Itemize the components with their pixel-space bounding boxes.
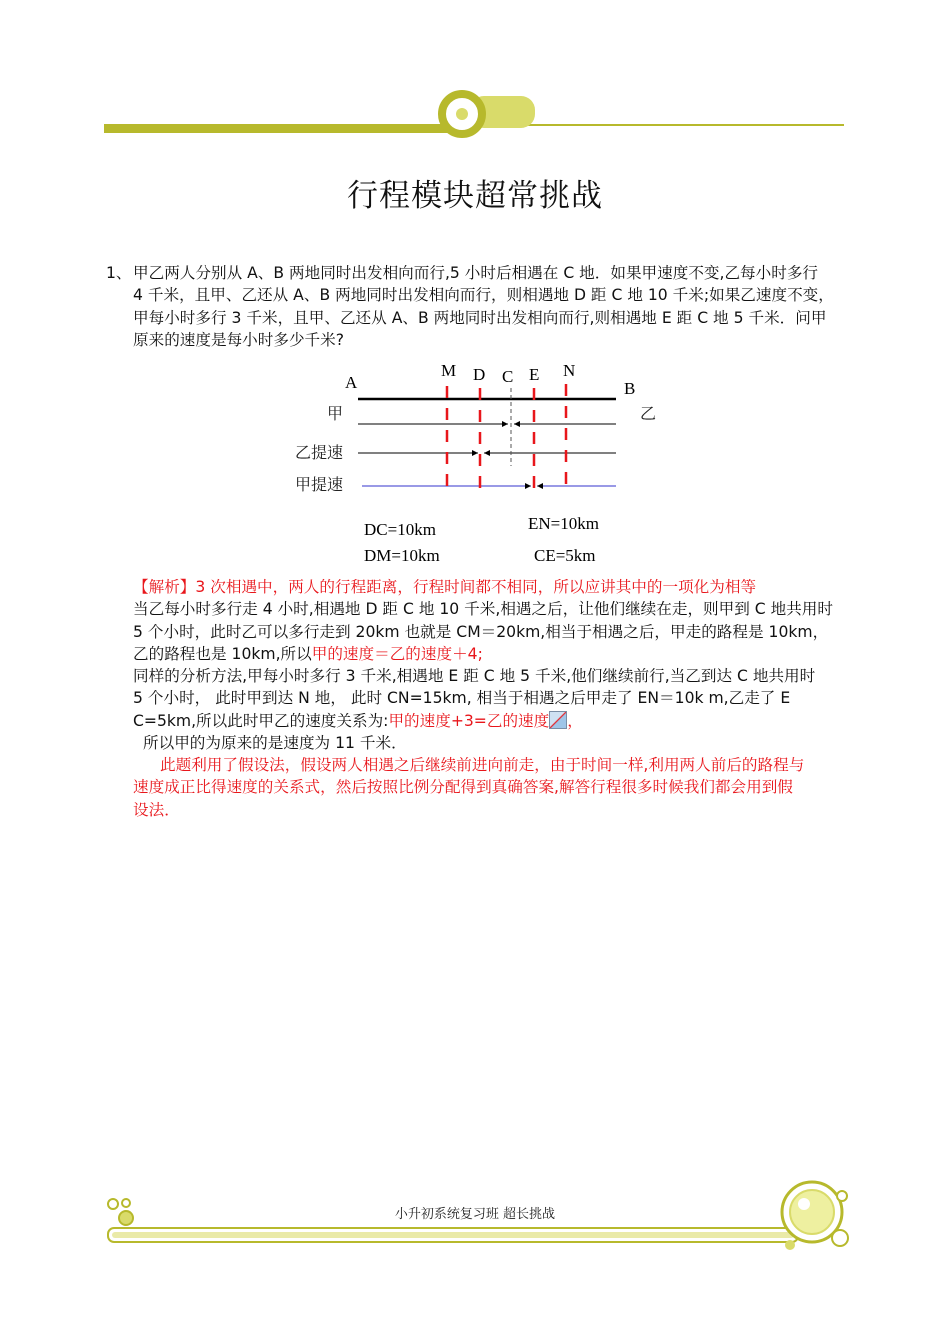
footer-small-circle-icon [785, 1240, 795, 1250]
row-label-jia: 甲 [327, 404, 344, 423]
question-number: 1、 [106, 264, 132, 282]
analysis-heading [133, 576, 756, 598]
point-label-a: A [345, 373, 358, 392]
analysis-p1-line-3 [133, 643, 483, 665]
summary-line-3: 设法． [133, 801, 180, 819]
measure-ce: CE=5km [534, 546, 596, 565]
footer-small-circle-icon [832, 1230, 848, 1246]
arrow-yi-case2-icon [484, 450, 490, 456]
question-line-3: 甲每小时多行 3 千米，且甲、乙还从 A、B 两地同时出发相向而行,则相遇地 E 距 C 地 5 千米．问甲 [133, 309, 827, 327]
footer-bar-fill [112, 1232, 794, 1238]
embedded-image-icon [549, 711, 567, 729]
point-label-e: E [529, 365, 540, 384]
analysis-p1-line-2: 5 个小时，此时乙可以多行走到 20km 也就是 CM＝20km,相当于相遇之后，甲走的路程是 10km， [133, 623, 829, 641]
question-line-2: 4 千米，且甲、乙还从 A、B 两地同时出发相向而行，则相遇地 D 距 C 地 10 千米;如果乙速度不变， [133, 286, 834, 304]
row-label-yi: 乙 [640, 404, 657, 423]
arrow-jia-original-icon [502, 421, 508, 427]
analysis-p2-line-3 [133, 710, 583, 732]
measure-dm: DM=10km [364, 546, 440, 565]
summary-line-2: 速度成正比得速度的关系式，然后按照比例分配得到真确答案,解答行程很多时候我们都会用到假 [133, 778, 793, 796]
analysis-p2-line-1: 同样的分析方法,甲每小时多行 3 千米,相遇地 E 距 C 地 5 千米,他们继续前行,当乙到达 C 地共用时 [133, 667, 816, 685]
point-label-b: B [624, 379, 636, 398]
measure-en: EN=10km [528, 514, 599, 533]
point-label-m: M [441, 361, 457, 380]
footer-bar-outline [108, 1228, 798, 1242]
speed-relation-2: 甲的速度+3=乙的速度 [388, 712, 550, 730]
header-thick-bar [104, 126, 454, 133]
arrow-jia-case3-icon [525, 483, 531, 489]
question-line-4: 原来的速度是每小时多少千米? [133, 331, 344, 349]
point-label-n: N [563, 361, 576, 380]
analysis-tag: 【解析】 [133, 578, 196, 596]
header-ring-center-icon [456, 108, 468, 120]
header-decoration [0, 0, 950, 150]
footer-text: 小升初系统复习班 超长挑战 [394, 1207, 556, 1222]
summary-line-1: 此题利用了假设法，假设两人相遇之后继续前进向前走，由于时间一样,利用两人前后的路程与 [160, 756, 805, 774]
page-title: 行程模块超常挑战 [347, 178, 603, 214]
analysis-p1-line-3-text: 乙的路程也是 10km,所以 [133, 645, 312, 663]
analysis-p2-line-2: 5 个小时， 此时甲到达 N 地， 此时 CN=15km, 相当于相遇之后甲走了 EN＝10k m,乙走了 E [133, 689, 791, 707]
arrow-yi-original-icon [514, 421, 520, 427]
point-label-d: D [473, 365, 486, 384]
row-label-jia-speedup: 甲提速 [295, 475, 344, 494]
point-label-c: C [502, 367, 514, 386]
arrow-yi-case3-icon [537, 483, 543, 489]
analysis-heading-text: 3 次相遇中，两人的行程距离，行程时间都不相同，所以应讲其中的一项化为相等 [195, 578, 757, 596]
analysis-conclusion: 所以甲的为原来的是速度为 11 千米． [143, 734, 407, 752]
analysis-p1-line-1: 当乙每小时多行走 4 小时,相遇地 D 距 C 地 10 千米,相遇之后，让他们继续在走，则甲到 C 地共用时 [133, 600, 833, 618]
analysis-p2-line-3-text: C=5km,所以此时甲乙的速度关系为: [133, 712, 389, 730]
speed-relation-1: 甲的速度＝乙的速度＋4; [311, 645, 483, 663]
footer-small-circle-icon [837, 1191, 847, 1201]
measure-dc: DC=10km [364, 520, 436, 539]
row-label-yi-speedup: 乙提速 [295, 443, 344, 462]
speed-relation-2-end: ， [567, 712, 583, 730]
arrow-jia-case2-icon [472, 450, 478, 456]
question-line-1: 甲乙两人分别从 A、B 两地同时出发相向而行,5 小时后相遇在 C 地．如果甲速度不变,乙每小时多行 [133, 264, 819, 282]
meeting-diagram [290, 355, 670, 575]
